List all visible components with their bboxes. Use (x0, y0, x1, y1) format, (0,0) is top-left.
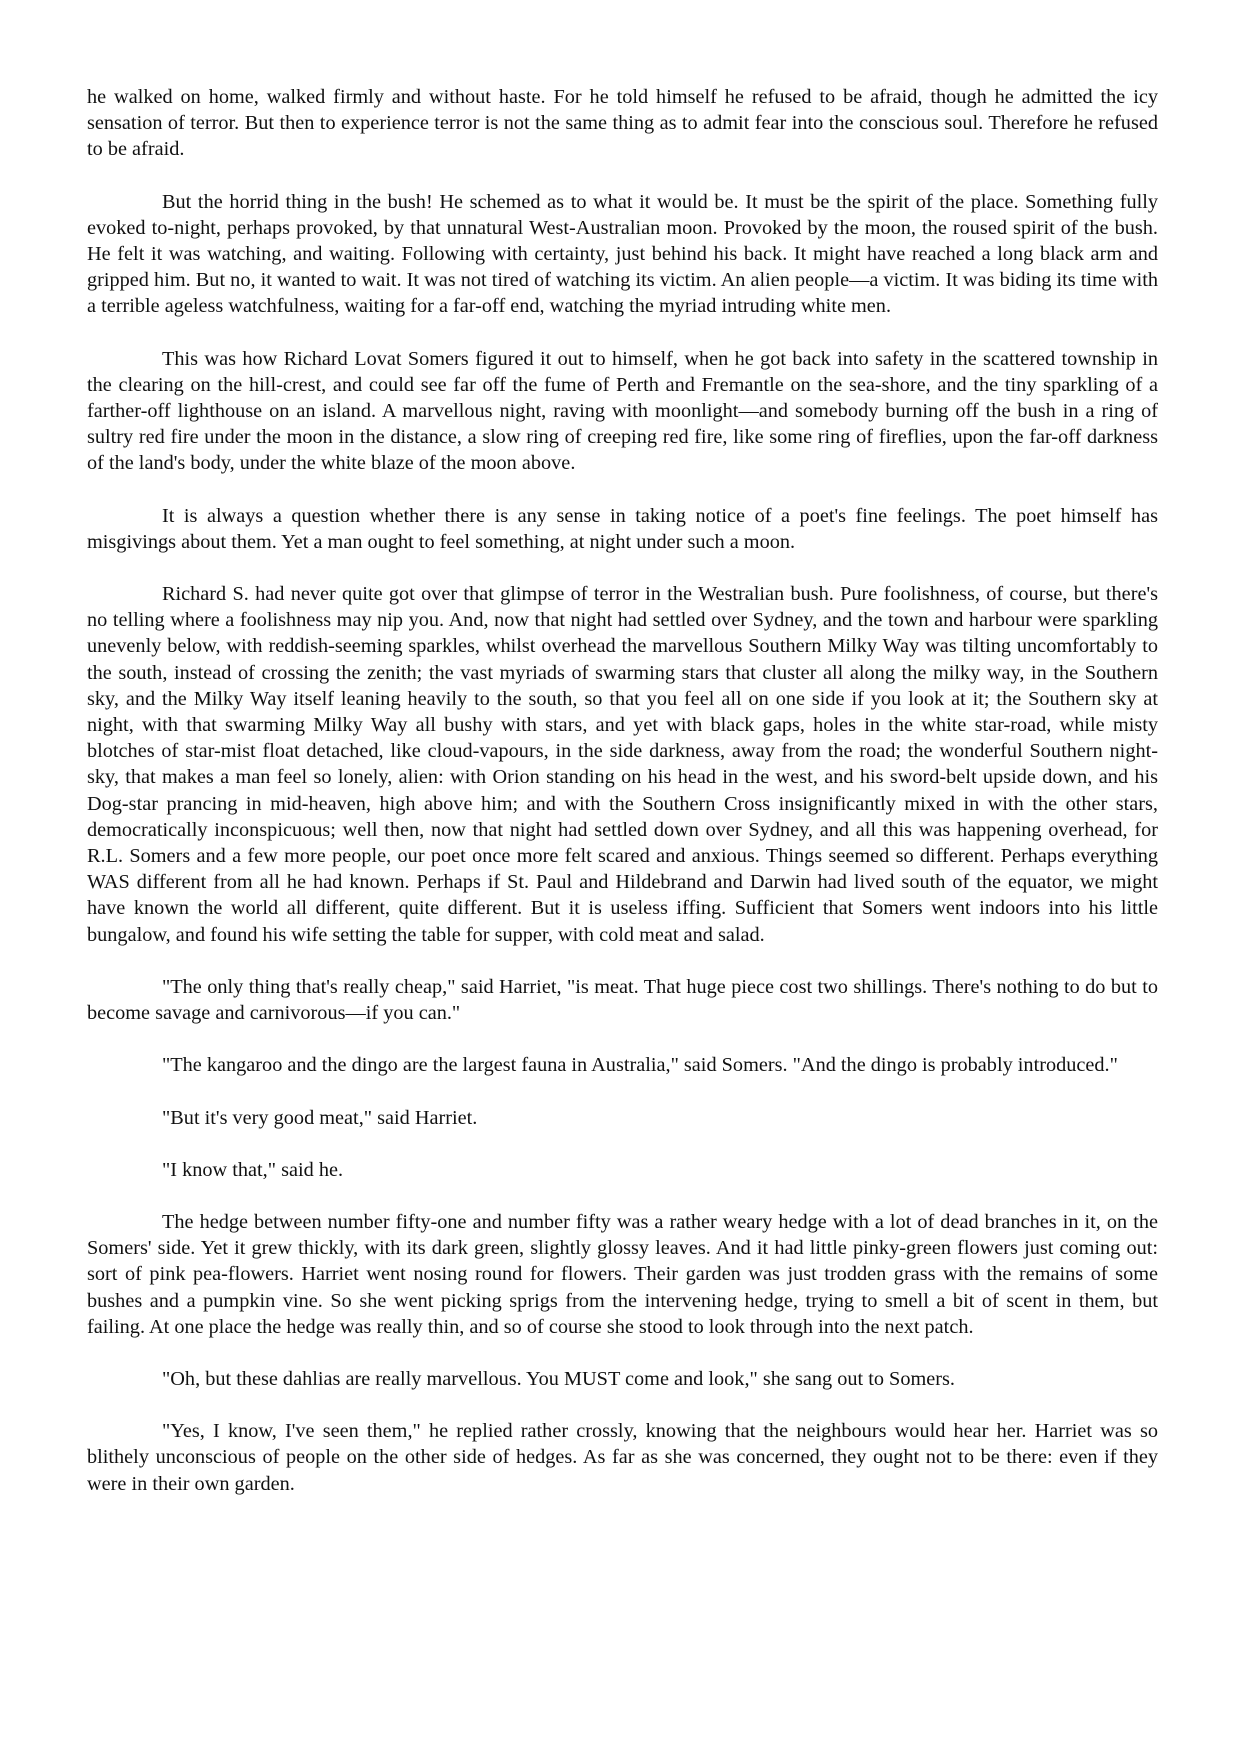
paragraph-3: This was how Richard Lovat Somers figured it out to himself, when he got back into safety in the scattered township in the clearing on the hill-crest, and could see far off the fume of Perth and Fremantle on the sea-shore, and the tiny sparkling of a farther-off lighthouse on an island. A marvellous night, raving with moonlight—and somebody burning off the bush in a ring of sultry red fire under the moon in the distance, a slow ring of creeping red fire, like some ring of fireflies, upon the far-off darkness of the land's body, under the white blaze of the moon above. (87, 347, 1158, 475)
paragraph-1: he walked on home, walked firmly and without haste. For he told himself he refused to be afraid, though he admitted the icy sensation of terror. But then to experience terror is not the same thing as to admit fear into the conscious soul. Therefore he refused to be afraid. (87, 86, 1158, 161)
paragraph-4: It is always a question whether there is any sense in taking notice of a poet's fine feelings. The poet himself has misgivings about them. Yet a man ought to feel something, at night under such a moon. (87, 504, 1158, 553)
paragraph-12: "Yes, I know, I've seen them," he replied rather crossly, knowing that the neighbours would hear her. Harriet was so blithely unconscious of people on the other side of hedges. As far as she was concerned, they ought not to be there: even if they were in their own garden. (87, 1420, 1158, 1495)
document-page (87, 84, 1158, 1523)
paragraph-2: But the horrid thing in the bush! He schemed as to what it would be. It must be the spirit of the place. Something fully evoked to-night, perhaps provoked, by that unnatural West-Australian moon. Provoked by the moon, the roused spirit of the bush. He felt it was watching, and waiting. Following with certainty, just behind his back. It might have reached a long black arm and gripped him. But no, it wanted to wait. It was not tired of watching its victim. An alien people—a victim. It was biding its time with a terrible ageless watchfulness, waiting for a far-off end, watching the myriad intruding white men. (87, 190, 1158, 318)
paragraph-11: "Oh, but these dahlias are really marvellous. You MUST come and look," she sang out to Somers. (162, 1367, 955, 1390)
paragraph-6: "The only thing that's really cheap," said Harriet, "is meat. That huge piece cost two shillings. There's nothing to do but to become savage and carnivorous—if you can." (87, 975, 1158, 1025)
paragraph-9: "I know that," said he. (162, 1158, 344, 1181)
paragraph-8: "But it's very good meat," said Harriet. (162, 1106, 478, 1129)
paragraph-10: The hedge between number fifty-one and number fifty was a rather weary hedge with a lot of dead branches in it, on the Somers' side. Yet it grew thickly, with its dark green, slightly glossy leaves. And it had little pinky-green flowers just coming out: sort of pink pea-flowers. Harriet went nosing round for flowers. Their garden was just trodden grass with the remains of some bushes and a pumpkin vine. So she went picking sprigs from the intervening hedge, trying to smell a bit of scent in them, but failing. At one place the hedge was really thin, and so of course she stood to look through into the next patch. (87, 1210, 1158, 1338)
paragraph-5: Richard S. had never quite got over that glimpse of terror in the Westralian bush. Pure foolishness, of course, but there's no telling where a foolishness may nip you. And, now that night had settled over Sydney, and the town and harbour were sparkling unevenly below, with reddish-seeming sparkles, whilst overhead the marvellous Southern Milky Way was tilting uncomfortably to the south, instead of crossing the zenith; the vast myriads of swarming stars that cluster all along the milky way, in the Southern sky, and the Milky Way itself leaning heavily to the south, so that you feel all on one side if you look at it; the Southern sky at night, with that swarming Milky Way all bushy with stars, and yet with black gaps, holes in the white star-road, while misty blotches of star-mist float detached, like cloud-vapours, in the side darkness, away from the road; the wonderful Southern night-sky, that makes a man feel so lonely, alien: with Orion standing on his head in the west, and his sword-belt upside down, and his Dog-star prancing in mid-heaven, high above him; and with the Southern Cross insignificantly mixed in with the other stars, democratically inconspicuous; well then, now that night had settled down over Sydney, and all this was happening overhead, for R.L. Somers and a few more people, our poet once more felt scared and anxious. Things seemed so different. Perhaps everything WAS different from all he had known. Perhaps if St. Paul and Hildebrand and Darwin had lived south of the equator, we might have known the world all different, quite different. But it is useless iffing. Sufficient that Somers went indoors into his little bungalow, and found his wife setting the table for supper, with cold meat and salad. (87, 583, 1158, 946)
paragraph-7: "The kangaroo and the dingo are the largest fauna in Australia," said Somers. "And the dingo is probably introduced." (162, 1054, 1118, 1077)
